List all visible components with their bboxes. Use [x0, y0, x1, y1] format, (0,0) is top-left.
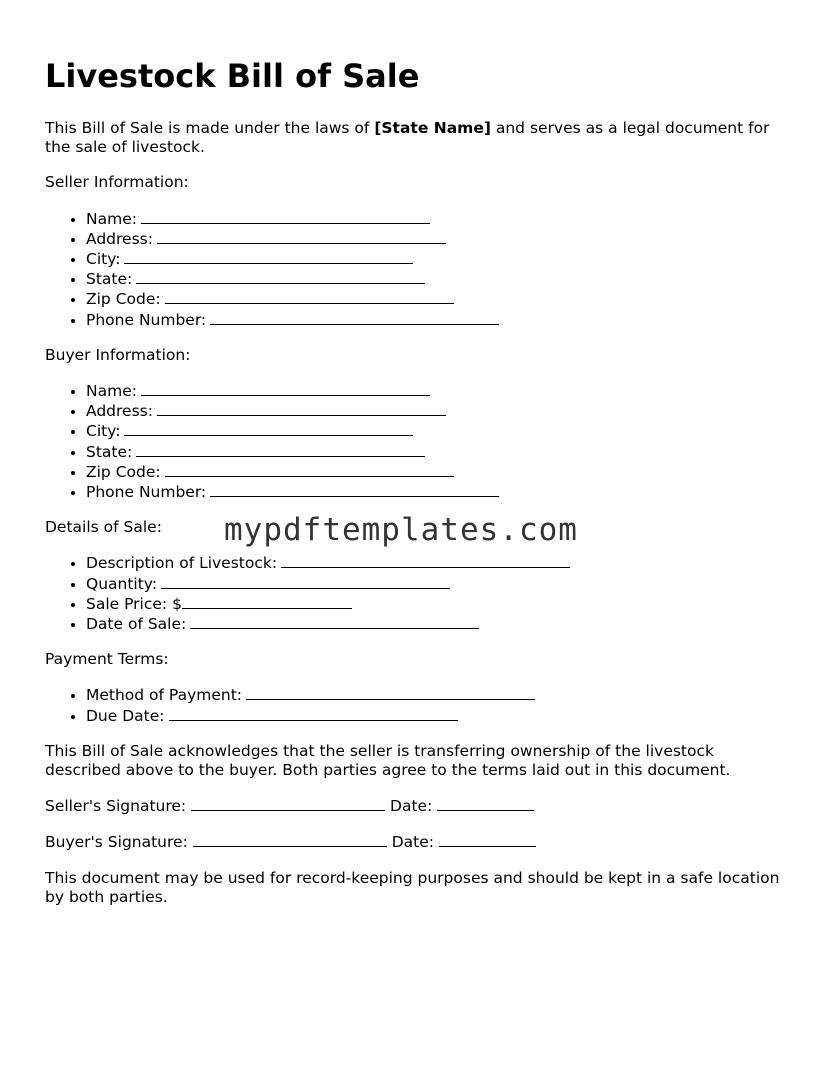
buyer-signature-label: Buyer's Signature:	[45, 833, 188, 852]
intro-text-after: and serves as a legal document for the sale of livestock.	[45, 119, 770, 157]
seller-field-list	[45, 209, 785, 330]
seller-phone-item	[86, 310, 785, 330]
seller-name-label: Name:	[86, 209, 137, 228]
sale-quantity-blank[interactable]	[161, 574, 450, 589]
buyer-address-item	[86, 401, 785, 421]
sale-description-blank[interactable]	[281, 553, 570, 568]
footer-note: This document may be used for record-keeping purposes and should be kept in a safe location by both parties.	[45, 868, 780, 906]
sale-date-item	[86, 614, 785, 634]
sale-price-label: Sale Price: $	[86, 594, 182, 613]
acknowledgment-paragraph: This Bill of Sale acknowledges that the seller is transferring ownership of the livestock described above to the buyer. Both parties agree to the terms laid out in this document.	[45, 741, 731, 780]
payment-due-label: Due Date:	[86, 706, 165, 725]
sale-description-item	[86, 553, 785, 573]
seller-phone-label: Phone Number:	[86, 310, 207, 329]
sale-quantity-label: Quantity:	[86, 574, 158, 593]
seller-name-item	[86, 209, 785, 229]
payment-due-item	[86, 706, 785, 726]
seller-signature-line	[45, 796, 785, 816]
sale-field-list	[45, 553, 785, 634]
buyer-signature-blank[interactable]	[193, 832, 387, 847]
buyer-date-blank[interactable]	[439, 832, 536, 847]
payment-method-item	[86, 685, 785, 705]
buyer-zip-blank[interactable]	[165, 462, 454, 477]
buyer-name-item	[86, 381, 785, 401]
seller-name-blank[interactable]	[141, 209, 430, 224]
buyer-signature-line	[45, 832, 785, 852]
seller-address-blank[interactable]	[157, 229, 446, 244]
seller-city-label: City:	[86, 250, 121, 269]
buyer-state-item	[86, 442, 785, 462]
buyer-state-label: State:	[86, 442, 133, 461]
buyer-phone-blank[interactable]	[210, 482, 499, 497]
buyer-name-label: Name:	[86, 382, 137, 401]
sale-price-blank[interactable]	[182, 594, 352, 609]
sale-date-label: Date of Sale:	[86, 615, 187, 634]
payment-due-blank[interactable]	[169, 706, 458, 721]
seller-zip-blank[interactable]	[165, 289, 454, 304]
seller-state-label: State:	[86, 270, 133, 289]
payment-field-list	[45, 685, 785, 725]
seller-zip-label: Zip Code:	[86, 290, 161, 309]
buyer-field-list	[45, 381, 785, 502]
seller-signature-label: Seller's Signature:	[45, 797, 187, 816]
buyer-date-label: Date:	[391, 833, 434, 852]
seller-address-item	[86, 229, 785, 249]
payment-method-label: Method of Payment:	[86, 686, 243, 705]
intro-text-before: This Bill of Sale is made under the laws of	[45, 119, 375, 137]
buyer-city-item	[86, 421, 785, 441]
buyer-zip-item	[86, 462, 785, 482]
payment-heading: Payment Terms:	[45, 650, 169, 669]
payment-method-blank[interactable]	[246, 685, 535, 700]
intro-paragraph	[45, 119, 785, 157]
buyer-phone-item	[86, 482, 785, 502]
seller-city-blank[interactable]	[124, 249, 413, 264]
watermark-text: mypdftemplates.com	[224, 512, 578, 548]
buyer-city-blank[interactable]	[124, 421, 413, 436]
seller-state-item	[86, 269, 785, 289]
seller-city-item	[86, 249, 785, 269]
sale-price-item	[86, 594, 785, 614]
buyer-address-label: Address:	[86, 402, 153, 421]
seller-signature-blank[interactable]	[191, 796, 385, 811]
buyer-address-blank[interactable]	[157, 401, 446, 416]
seller-address-label: Address:	[86, 229, 153, 248]
sale-date-blank[interactable]	[190, 614, 479, 629]
seller-zip-item	[86, 289, 785, 309]
seller-heading: Seller Information:	[45, 173, 189, 192]
seller-state-blank[interactable]	[136, 269, 425, 284]
sale-description-label: Description of Livestock:	[86, 554, 278, 573]
seller-date-label: Date:	[390, 797, 433, 816]
buyer-city-label: City:	[86, 422, 121, 441]
buyer-heading: Buyer Information:	[45, 345, 191, 364]
seller-phone-blank[interactable]	[210, 310, 499, 325]
document-title: Livestock Bill of Sale	[45, 57, 420, 95]
buyer-phone-label: Phone Number:	[86, 483, 207, 502]
seller-date-blank[interactable]	[437, 796, 534, 811]
buyer-name-blank[interactable]	[141, 381, 430, 396]
state-name-placeholder: [State Name]	[374, 119, 491, 137]
buyer-state-blank[interactable]	[136, 442, 425, 457]
sale-quantity-item	[86, 574, 785, 594]
buyer-zip-label: Zip Code:	[86, 462, 161, 481]
sale-heading: Details of Sale:	[45, 518, 162, 537]
